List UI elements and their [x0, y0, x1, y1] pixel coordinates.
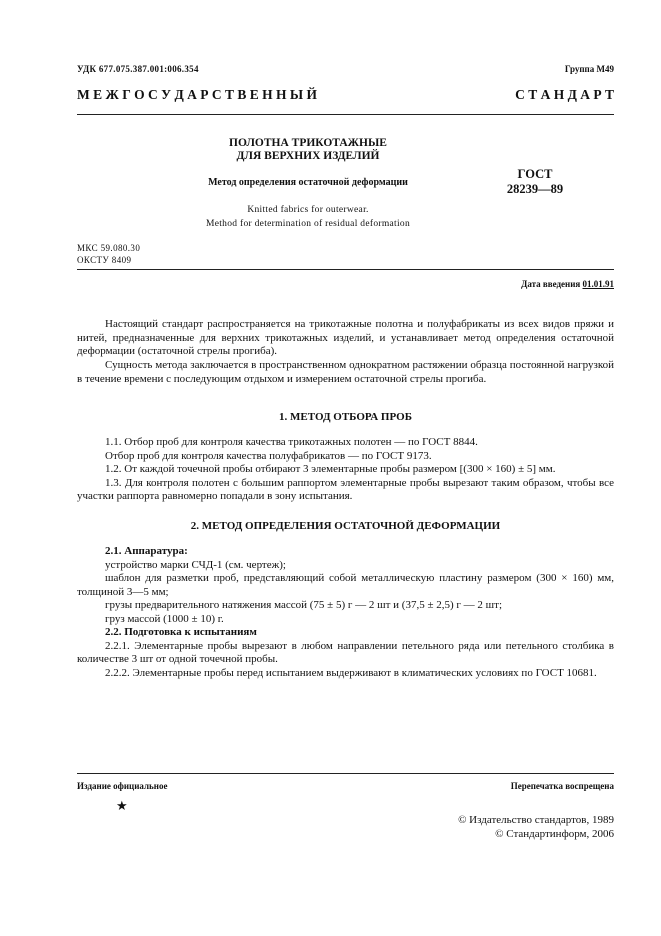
intro-paragraph-1: Настоящий стандарт распространяется на трикотажные полотна и полуфабрикаты из всех видов пряжи и нитей, предназначенные для верхних трикотажных изделий, и устанавливает метод определения остаточной деформации (остаточной стрелы прогиба). — [77, 318, 614, 357]
footer-divider — [77, 773, 614, 774]
header-divider — [77, 114, 614, 115]
title-english-2: Method for determination of residual deformation — [205, 219, 411, 229]
gost-number: 28239—89 — [506, 182, 564, 196]
section-1-body — [77, 436, 614, 504]
standard-banner — [77, 87, 614, 103]
introduction-date — [521, 279, 614, 289]
star-icon: ★ — [116, 798, 128, 813]
group-code: Группа М49 — [564, 64, 614, 74]
section-2-body — [77, 545, 614, 680]
okstu-code: ОКСТУ 8409 — [77, 255, 132, 265]
clause-2-2-2: 2.2.2. Элементарные пробы перед испытанием выдерживают в климатических условиях по ГОСТ 10681. — [105, 666, 597, 679]
gost-label: ГОСТ — [517, 167, 553, 181]
clause-1-1b: Отбор проб для контроля качества полуфабрикатов — по ГОСТ 9173. — [105, 449, 432, 462]
clause-1-1: 1.1. Отбор проб для контроля качества трикотажных полотен — по ГОСТ 8844. — [105, 436, 478, 448]
clause-2-1: 2.1. Аппаратура: — [105, 545, 188, 557]
clause-2-1b: шаблон для разметки проб, представляющий собой металлическую пластину размером (300 × 160) мм, толщиной 3—5 мм; — [77, 572, 614, 598]
clause-2-1a: устройство марки СЧД-1 (см. чертеж); — [105, 558, 286, 571]
title-subtitle: Метод определения остаточной деформации — [208, 177, 408, 188]
title-line-2: ДЛЯ ВЕРХНИХ ИЗДЕЛИЙ — [236, 150, 380, 162]
clause-2-2-1: 2.2.1. Элементарные пробы вырезают в любом направлении петельного ряда или петельного столбика в количестве 3 шт от одной точечной пробы. — [77, 639, 614, 665]
intro-paragraph-2: Сущность метода заключается в пространственном однократном растяжении образца постоянной нагрузкой в течение времени с последующим отдыхом и измерением остаточной стрелы прогиба. — [77, 359, 614, 385]
clause-2-1d: груз массой (1000 ± 10) г. — [105, 612, 224, 625]
banner-right: С Т А Н Д А Р Т — [515, 87, 614, 102]
mks-code: МКС 59.080.30 — [77, 243, 141, 253]
section-1-heading: 1. МЕТОД ОТБОРА ПРОБ — [279, 411, 412, 423]
clause-1-2: 1.2. От каждой точечной пробы отбирают 3 элементарные пробы размером [(300 × 160) ± 5] мм. — [105, 463, 556, 475]
banner-left: М Е Ж Г О С У Д А Р С Т В Е Н Н Ы Й — [77, 87, 318, 102]
udk-code: УДК 677.075.387.001:006.354 — [77, 64, 199, 74]
title-english-1: Knitted fabrics for outerwear. — [247, 205, 369, 215]
edition-label: Издание официальное — [77, 781, 168, 791]
clause-1-3: 1.3. Для контроля полотен с большим раппортом элементарные пробы вырезают таким образом, чтобы все участки раппорта равномерно попадали в зону испытания. — [77, 476, 614, 502]
title-line-1: ПОЛОТНА ТРИКОТАЖНЫЕ — [229, 137, 387, 149]
clause-2-1c: грузы предварительного натяжения массой (75 ± 5) г — 2 шт и (37,5 ± 2,5) г — 2 шт; — [105, 599, 503, 611]
copyright-2: © Стандартинформ, 2006 — [495, 828, 614, 840]
clause-2-2: 2.2. Подготовка к испытаниям — [105, 626, 257, 638]
reprint-label: Перепечатка воспрещена — [510, 781, 614, 791]
section-2-heading: 2. МЕТОД ОПРЕДЕЛЕНИЯ ОСТАТОЧНОЙ ДЕФОРМАЦИИ — [190, 520, 501, 532]
introduction-date-value: 01.01.91 — [582, 279, 614, 289]
codes-divider — [77, 269, 614, 270]
introduction-date-label: Дата введения — [521, 279, 581, 289]
copyright-1: © Издательство стандартов, 1989 — [458, 814, 614, 826]
